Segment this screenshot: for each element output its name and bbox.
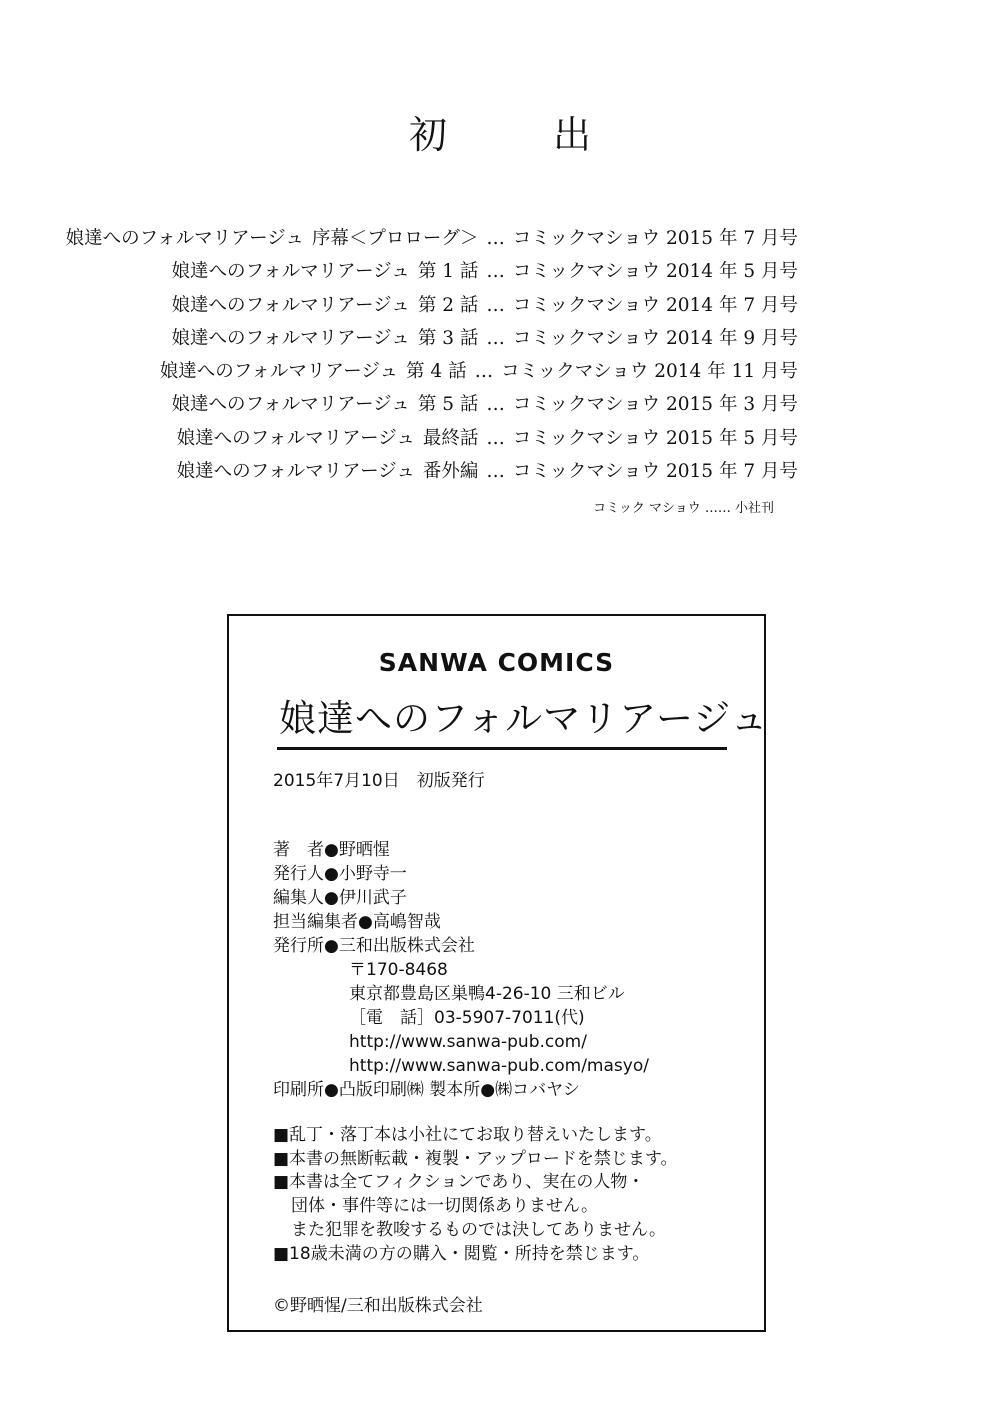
credit-publishing-house: 発行所●三和出版株式会社 (273, 936, 475, 956)
separator: … (486, 461, 505, 483)
notice-line: ■乱丁・落丁本は小社にてお取り替えいたします。 (273, 1125, 662, 1145)
notices-block (273, 1124, 678, 1266)
list-item (66, 388, 798, 421)
magazine-issue: コミックマショウ 2015 年 7 月号 (512, 228, 798, 249)
imprint-name: SANWA COMICS (378, 648, 615, 677)
separator: … (486, 394, 505, 416)
credits-block (273, 838, 649, 1102)
separator: … (474, 361, 494, 383)
notice-line: ■18歳未満の方の購入・閲覧・所持を禁じます。 (273, 1243, 650, 1264)
chapter-name: 最終話 (422, 427, 479, 449)
list-item (66, 355, 798, 388)
copyright-line: ©野晒惺/三和出版株式会社 (273, 1296, 483, 1316)
notice-line: 団体・事件等には一切関係ありません。 (291, 1196, 599, 1217)
series-name: 娘達へのフォルマリアージュ (176, 461, 415, 483)
magazine-issue: コミックマショウ 2014 年 7 月号 (512, 294, 798, 316)
magazine-issue: コミックマショウ 2015 年 7 月号 (512, 461, 798, 483)
series-name: 娘達へのフォルマリアージュ (171, 261, 410, 283)
colophon-box (227, 614, 769, 1332)
title-underline (277, 747, 727, 750)
list-item (66, 255, 798, 288)
magazine-issue: コミックマショウ 2015 年 3 月号 (512, 394, 798, 416)
publisher-note: コミック マショウ …… 小社刊 (593, 501, 774, 516)
separator: … (486, 261, 505, 283)
website-url: http://www.sanwa-pub.com/ (349, 1032, 587, 1052)
chapter-name: 序幕＜プロローグ＞ (311, 228, 479, 249)
credit-publisher: 発行人●小野寺一 (273, 864, 407, 884)
magazine-issue: コミックマショウ 2014 年 11 月号 (501, 361, 798, 383)
list-item (66, 289, 798, 322)
printing-info: 印刷所●凸版印刷㈱ 製本所●㈱コバヤシ (273, 1080, 580, 1100)
chapter-name: 第 4 話 (406, 361, 467, 383)
magazine-url: http://www.sanwa-pub.com/masyo/ (349, 1056, 649, 1076)
series-name: 娘達へのフォルマリアージュ (65, 228, 304, 249)
phone-number: ［電 話］03-5907-7011(代) (349, 1008, 585, 1028)
list-item (66, 322, 798, 355)
list-item (66, 422, 798, 455)
notice-line: ■本書の無断転載・複製・アップロードを禁じます。 (273, 1148, 678, 1169)
separator: … (486, 327, 505, 349)
series-name: 娘達へのフォルマリアージュ (176, 427, 415, 449)
publication-date: 2015年7月10日 初版発行 (273, 771, 485, 791)
series-name: 娘達へのフォルマリアージュ (171, 394, 410, 416)
notice-line: ■本書は全てフィクションであり、実在の人物・ (273, 1172, 645, 1193)
chapter-name: 第 1 話 (417, 261, 479, 283)
series-name: 娘達へのフォルマリアージュ (159, 361, 399, 383)
postal-code: 〒170-8468 (349, 960, 448, 980)
chapter-name: 第 3 話 (417, 327, 479, 349)
credit-managing-editor: 担当編集者●高嶋智哉 (273, 912, 441, 932)
series-name: 娘達へのフォルマリアージュ (171, 294, 410, 316)
section-title: 初 出 (408, 113, 625, 157)
list-item (66, 222, 798, 255)
magazine-issue: コミックマショウ 2014 年 9 月号 (512, 327, 798, 349)
chapter-name: 第 2 話 (417, 294, 479, 316)
notice-line: また犯罪を教唆するものでは決してありません。 (291, 1219, 667, 1240)
magazine-issue: コミックマショウ 2014 年 5 月号 (512, 261, 798, 283)
magazine-issue: コミックマショウ 2015 年 5 月号 (512, 427, 798, 449)
credit-editor: 編集人●伊川武子 (273, 888, 407, 908)
book-title: 娘達へのフォルマリアージュ (279, 697, 769, 740)
series-name: 娘達へのフォルマリアージュ (171, 327, 410, 349)
chapter-name: 番外編 (422, 461, 479, 483)
chapter-name: 第 5 話 (417, 394, 479, 416)
separator: … (486, 427, 505, 449)
list-item (66, 455, 798, 488)
first-publication-list (66, 222, 798, 488)
separator: … (486, 294, 505, 316)
street-address: 東京都豊島区巣鴨4-26-10 三和ビル (349, 984, 625, 1004)
credit-author: 著 者●野晒惺 (273, 840, 390, 860)
separator: … (486, 228, 505, 249)
